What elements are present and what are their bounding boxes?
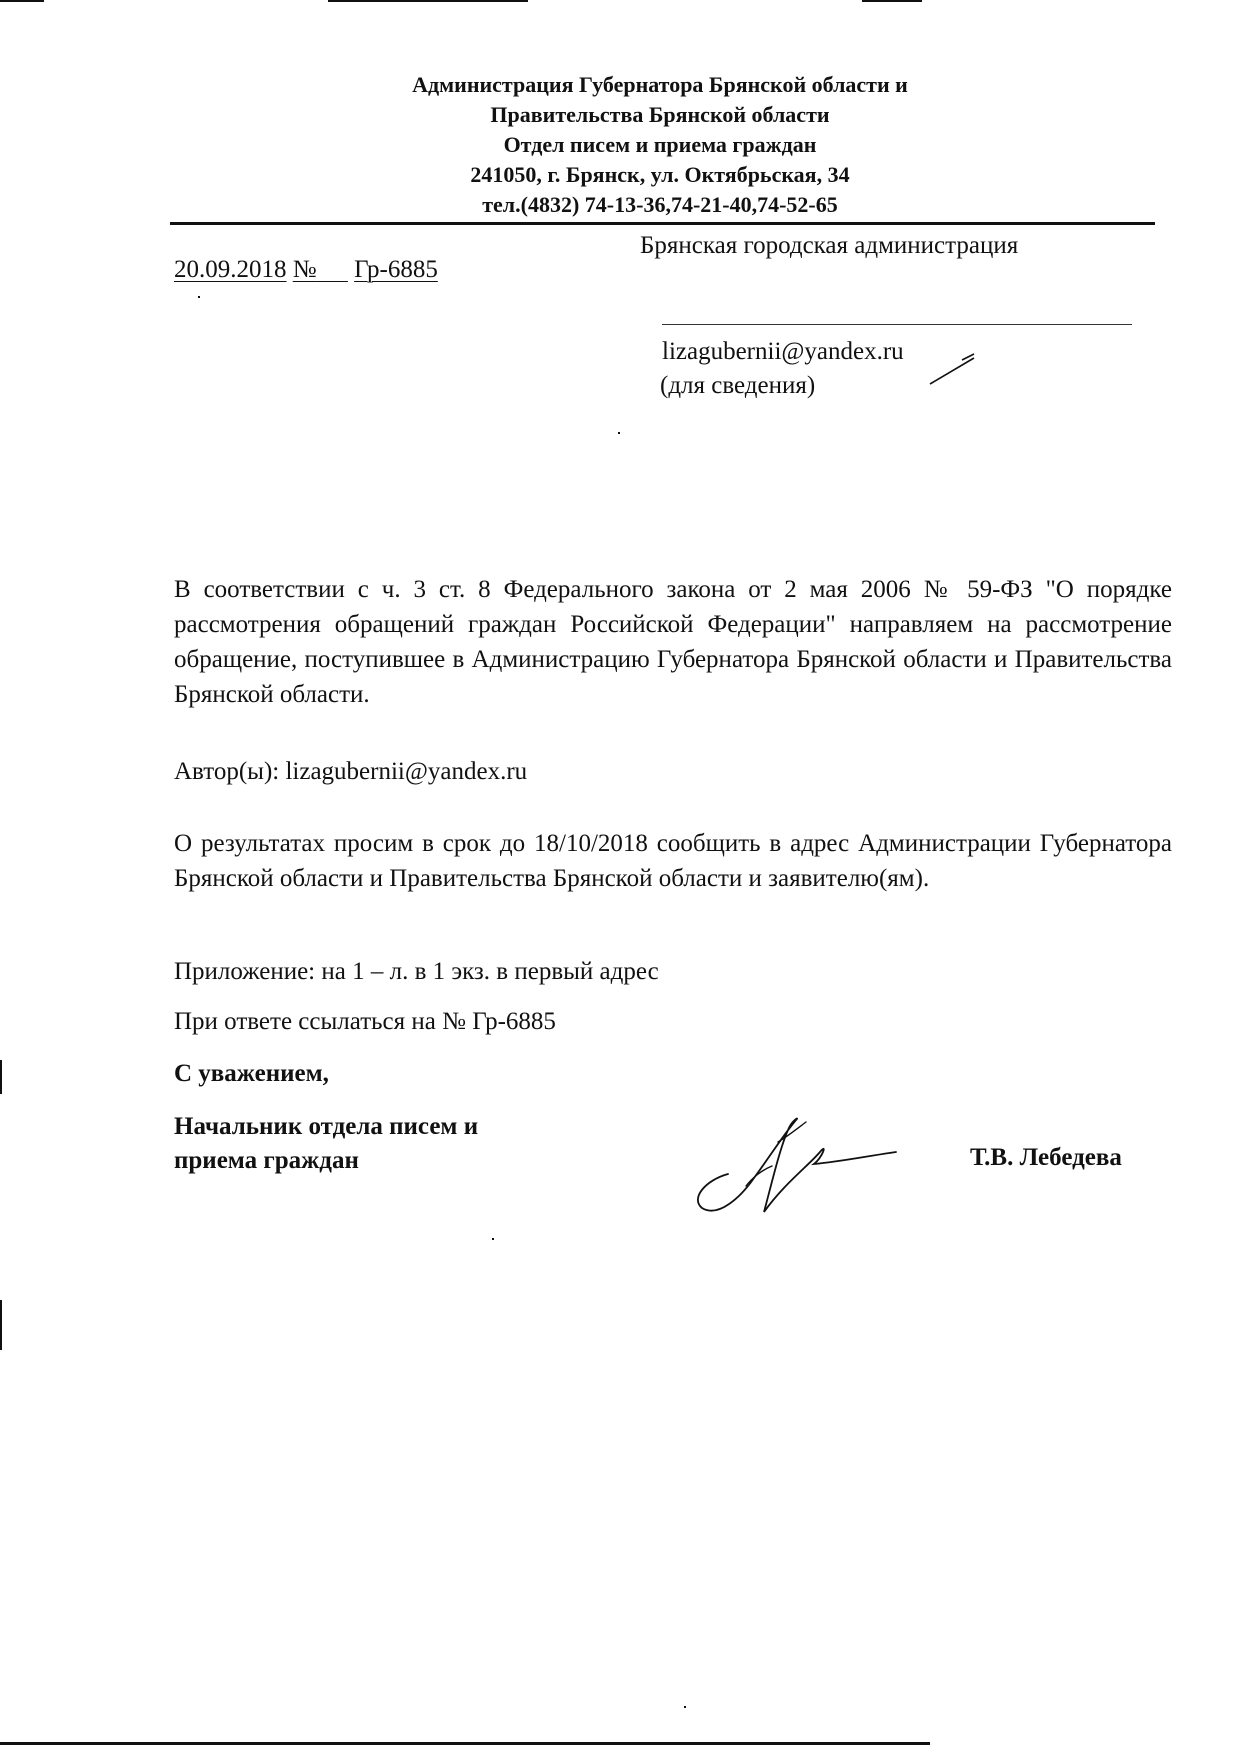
letterhead-org: Администрация Губернатора Брянской области и	[412, 72, 908, 97]
scan-artifact-top	[328, 0, 528, 2]
reference-number: Гр-6885	[354, 256, 438, 283]
addressee-divider	[662, 324, 1132, 325]
reference-date: 20.09.2018	[174, 256, 287, 283]
letterhead-org-cont: Правительства Брянской области	[490, 102, 830, 127]
addressee: Брянская городская администрация	[640, 232, 1019, 259]
scan-artifact-bottom	[0, 1742, 930, 1745]
addressee-email: lizagubernii@yandex.ru	[662, 338, 904, 365]
signatory-title	[174, 1110, 478, 1178]
signer-name: Т.В. Лебедева	[970, 1144, 1122, 1171]
letterhead-address: 241050, г. Брянск, ул. Октябрьская, 34	[470, 162, 850, 187]
scan-artifact-top	[862, 0, 922, 2]
scan-artifact-left	[0, 1060, 2, 1094]
handwritten-signature-icon	[688, 1112, 898, 1222]
closing-regards: С уважением,	[174, 1060, 329, 1087]
letterhead-phones: тел.(4832) 74-13-36,74-21-40,74-52-65	[482, 192, 838, 217]
body-reply-reference: При ответе ссылаться на № Гр-6885	[174, 1008, 556, 1035]
body-paragraph-results: О результатах просим в срок до 18/10/2018 сообщить в адрес Администрации Губернатора Брянской области и Правительства Брянской области и заявителю(ям).	[174, 830, 1172, 892]
addressee-note: (для сведения)	[660, 372, 816, 399]
scan-artifact-left	[0, 1300, 2, 1350]
pen-tick-mark	[928, 352, 976, 386]
letterhead	[330, 70, 990, 220]
reference-number-sign: №	[292, 256, 317, 283]
scan-speck	[618, 432, 620, 434]
scan-speck	[684, 1706, 686, 1708]
scan-artifact-top	[0, 0, 44, 2]
scan-speck	[492, 1238, 494, 1240]
body-paragraph-main: В соответствии с ч. 3 ст. 8 Федерального закона от 2 мая 2006 № 59-ФЗ "О порядке рассмотрения обращений граждан Российской Федерации" направляем на рассмотрение обращение, поступившее в Администрацию Губернатора Брянской области и Правительства Брянской области.	[174, 576, 1172, 708]
body-annex: Приложение: на 1 – л. в 1 экз. в первый адрес	[174, 958, 659, 985]
letterhead-department: Отдел писем и приема граждан	[503, 132, 817, 157]
letterhead-divider	[170, 222, 1155, 225]
signatory-title-line2: приема граждан	[174, 1147, 359, 1174]
reference-gap	[317, 256, 348, 283]
body-authors: Автор(ы): lizagubernii@yandex.ru	[174, 758, 528, 785]
signatory-title-line1: Начальник отдела писем и	[174, 1113, 479, 1140]
scan-speck	[198, 296, 200, 298]
reference-line	[174, 256, 438, 284]
